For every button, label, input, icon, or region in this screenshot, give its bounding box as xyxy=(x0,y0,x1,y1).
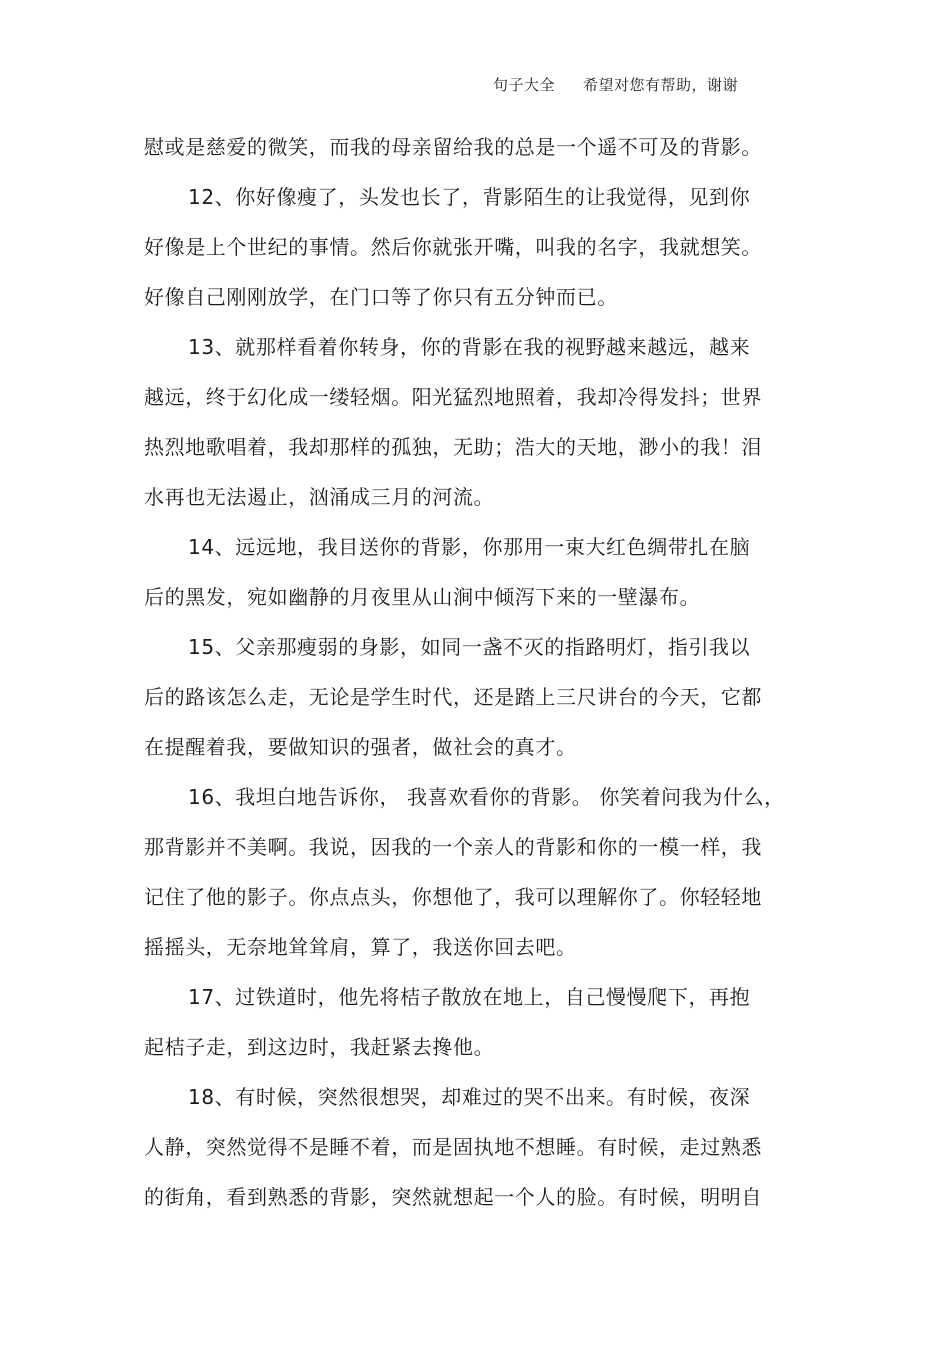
text-line: 后的路该怎么走，无论是学生时代，还是踏上三尺讲台的今天，它都 xyxy=(144,685,762,709)
text-line: 的街角，看到熟悉的背影，突然就想起一个人的脸。有时候，明明自 xyxy=(144,1185,762,1209)
text-line: 记住了他的影子。你点点头，你想他了，我可以理解你了。你轻轻地 xyxy=(144,885,762,909)
text-line: 好像自己刚刚放学，在门口等了你只有五分钟而已。 xyxy=(144,285,618,309)
page-header xyxy=(493,74,738,95)
header-site-name: 句子大全 xyxy=(492,76,555,94)
text-line: 摇摇头，无奈地耸耸肩，算了，我送你回去吧。 xyxy=(144,935,577,959)
paragraph-start-13: 13、就那样看着你转身，你的背影在我的视野越来越远，越来 xyxy=(188,335,751,359)
paragraph-start-16: 16、我坦白地告诉你， 我喜欢看你的背影。 你笑着问我为什么， xyxy=(188,785,785,809)
text-line: 水再也无法遏止，汹涌成三月的河流。 xyxy=(144,485,495,509)
text-line: 在提醒着我，要做知识的强者，做社会的真才。 xyxy=(144,735,577,759)
text-line: 那背影并不美啊。我说，因我的一个亲人的背影和你的一模一样，我 xyxy=(144,835,762,859)
paragraph-start-18: 18、有时候，突然很想哭，却难过的哭不出来。有时候，夜深 xyxy=(188,1085,751,1109)
text-line: 好像是上个世纪的事情。然后你就张开嘴，叫我的名字，我就想笑。 xyxy=(144,235,762,259)
text-line: 人静，突然觉得不是睡不着，而是固执地不想睡。有时候，走过熟悉 xyxy=(144,1135,762,1159)
paragraph-start-17: 17、过铁道时，他先将桔子散放在地上，自己慢慢爬下，再抱 xyxy=(188,985,751,1009)
text-line: 热烈地歌唱着，我却那样的孤独，无助；浩大的天地，渺小的我！泪 xyxy=(144,435,762,459)
paragraph-start-12: 12、你好像瘦了，头发也长了，背影陌生的让我觉得，见到你 xyxy=(188,185,751,209)
body-text xyxy=(144,122,784,1222)
paragraph-start-15: 15、父亲那瘦弱的身影，如同一盏不灭的指路明灯，指引我以 xyxy=(188,635,751,659)
paragraph-start-14: 14、远远地，我目送你的背影，你那用一束大红色绸带扎在脑 xyxy=(188,535,751,559)
text-line: 越远，终于幻化成一缕轻烟。阳光猛烈地照着，我却冷得发抖；世界 xyxy=(144,385,762,409)
text-line: 起桔子走，到这边时，我赶紧去搀他。 xyxy=(144,1035,495,1059)
text-line: 慰或是慈爱的微笑，而我的母亲留给我的总是一个遥不可及的背影。 xyxy=(144,135,762,159)
text-line: 后的黑发，宛如幽静的月夜里从山涧中倾泻下来的一壁瀑布。 xyxy=(144,585,701,609)
header-tagline: 希望对您有帮助，谢谢 xyxy=(582,76,738,94)
